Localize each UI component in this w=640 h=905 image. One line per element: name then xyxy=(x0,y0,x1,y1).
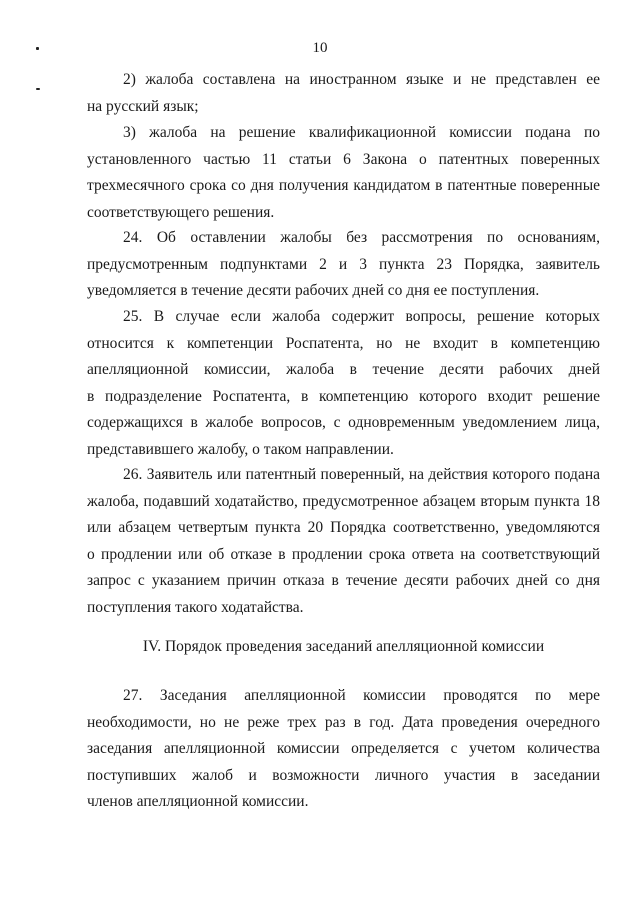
text-line: апелляционной комиссии, жалоба в течение десяти рабочих дней xyxy=(87,361,600,378)
text-line: относится к компетенции Роспатента, но не входит в компетенцию xyxy=(87,334,600,352)
text-line: 3) жалоба на решение квалификационной комиссии подана по xyxy=(123,124,600,141)
scan-mark xyxy=(36,88,40,90)
text-line: предусмотренным подпунктами 2 и 3 пункта 23 Порядка, заявитель xyxy=(87,255,600,273)
text-line: членов апелляционной комиссии. xyxy=(87,793,309,810)
text-line: запрос с указанием причин отказа в течение десяти рабочих дней со дня xyxy=(87,572,600,589)
text-line: жалоба, подавший ходатайство, предусмотренное абзацем вторым пункта 18 xyxy=(87,492,600,510)
text-line: поступления такого ходатайства. xyxy=(87,598,304,616)
text-line: 27. Заседания апелляционной комиссии проводятся по мере xyxy=(123,687,600,704)
text-line: содержащихся в жалобе вопросов, с одновременным уведомлением лица, xyxy=(87,414,600,431)
paragraph-25 xyxy=(87,304,600,463)
paragraph-item-2 xyxy=(87,67,600,120)
paragraph-item-3 xyxy=(87,120,600,226)
paragraph-26 xyxy=(87,462,600,621)
text-line: или абзацем четвертым пункта 20 Порядка соответственно, уведомляются xyxy=(87,519,600,536)
text-line: трехмесячного срока со дня получения кандидатом в патентные поверенные xyxy=(87,177,600,194)
text-line: уведомляется в течение десяти рабочих дней со дня ее поступления. xyxy=(87,282,540,299)
section-heading: IV. Порядок проведения заседаний апелляционной комиссии xyxy=(142,638,545,655)
text-line: 2) жалоба составлена на иностранном языке и не представлен ее xyxy=(123,71,600,88)
paragraph-27 xyxy=(87,683,600,816)
text-line: на русский язык; xyxy=(87,97,199,115)
paragraph-24 xyxy=(87,225,600,305)
text-line: необходимости, но не реже трех раз в год. Дата проведения очередного xyxy=(87,713,600,731)
text-line: 24. Об оставлении жалобы без рассмотрения по основаниям, xyxy=(123,229,600,246)
text-line: установленного частью 11 статьи 6 Закона о патентных поверенных xyxy=(87,150,600,168)
scan-mark xyxy=(36,47,39,50)
text-line: соответствующего решения. xyxy=(87,203,275,221)
page-number: 10 xyxy=(312,40,328,56)
text-line: 26. Заявитель или патентный поверенный, на действия которого подана xyxy=(123,466,600,483)
text-line: о продлении или об отказе в продлении срока ответа на соответствующий xyxy=(87,545,600,563)
text-line: 25. В случае если жалоба содержит вопросы, решение которых xyxy=(123,308,600,325)
text-line: заседания апелляционной комиссии определяется с учетом количества xyxy=(87,740,600,757)
text-line: в подразделение Роспатента, в компетенцию которого входит решение xyxy=(87,387,600,405)
text-line: поступивших жалоб и возможности личного участия в заседании xyxy=(87,766,600,784)
text-line: представившего жалобу, о таком направлении. xyxy=(87,440,394,458)
